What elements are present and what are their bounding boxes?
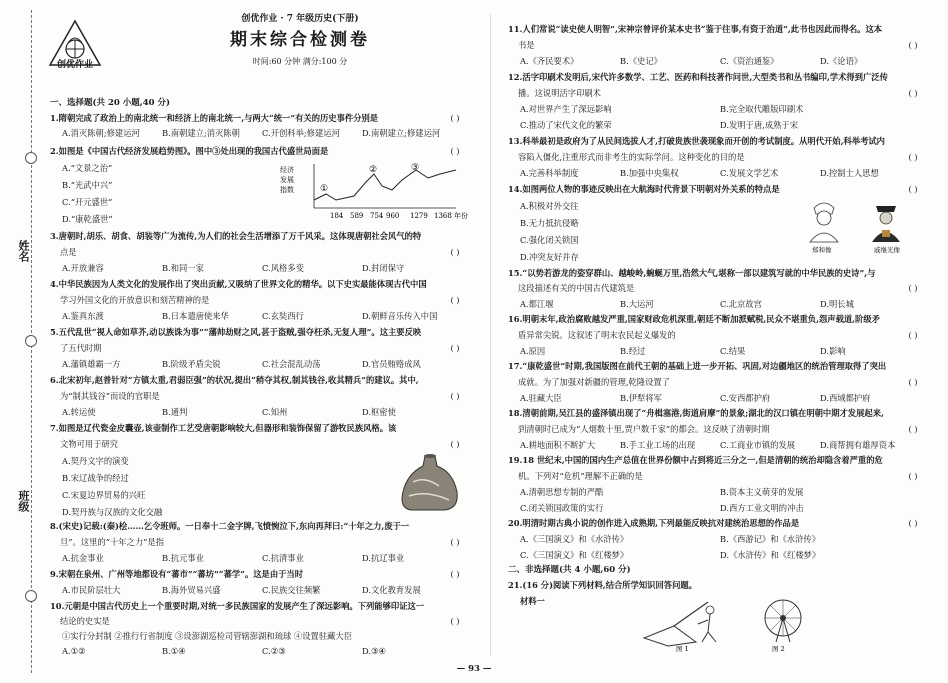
q8-stem-cont: 旦”。这里的“十年之力”是指 [60, 537, 164, 547]
option[interactable]: B.加强中央集权 [620, 168, 679, 178]
answer-paren: ( ) [450, 343, 460, 353]
q11-stem: 11.人们常说“读史使人明智”,宋神宗曾评价某本史书“鉴于往事,有资于治道”,此书也因此而得名。这本 [508, 24, 883, 34]
binding-hole [25, 590, 37, 602]
option[interactable]: D.“康乾盛世” [62, 214, 113, 224]
option[interactable]: B.通判 [162, 407, 188, 417]
column-divider [490, 14, 491, 656]
option[interactable]: D.文化教育发展 [362, 585, 421, 595]
option[interactable]: A.《齐民要术》 [520, 56, 579, 66]
option[interactable]: A.积极对外交往 [520, 201, 579, 211]
answer-paren: ( ) [908, 471, 918, 481]
exam-meta: 时间:60 分钟 满分:100 分 [252, 56, 348, 66]
q15-options [520, 299, 920, 309]
q11-stem-cont: 书是 [518, 40, 535, 50]
q16-stem: 16.明朝末年,政治腐败越发严重,国家财政危机深重,朝廷不断加派赋税,民众不堪重负,怨声载道,阶级矛 [508, 314, 880, 324]
option[interactable]: A.对世界产生了深远影响 [520, 104, 612, 114]
portraits-image [800, 196, 912, 256]
option[interactable]: B.完全取代雕版印刷术 [720, 104, 804, 114]
chart-x-unit: 年份 [454, 212, 468, 220]
option[interactable]: C.工商业市镇的发展 [720, 440, 796, 450]
q17-stem-cont: 成就。为了加强对新疆的管理,乾隆设置了 [518, 377, 670, 387]
answer-paren: ( ) [450, 616, 460, 626]
chart-x-tick: 754 [370, 212, 384, 220]
q8-stem: 8.(宋史)记载:(秦)桧……乞令班师。一日奉十二金字牌,飞愤惋泣下,东向再拜曰:“十年之力,废于一 [50, 521, 410, 531]
q10-stem: 10.元朝是中国古代历史上一个重要时期,对统一多民族国家的发展产生了深远影响。下列能够印证这一 [50, 601, 425, 611]
q2-stem: 2.如图是《中国古代经济发展趋势图》。图中③处出现的我国古代盛世局面是 [50, 146, 329, 156]
q5-stem-cont: 了五代时期 [60, 343, 102, 353]
option[interactable]: D.南朝建立;修建运河 [362, 128, 441, 138]
answer-paren: ( ) [908, 184, 918, 194]
option[interactable]: C.风格多变 [262, 263, 304, 273]
option[interactable]: A.市民阶层壮大 [62, 585, 121, 595]
option[interactable]: B.《西游记》和《水浒传》 [720, 534, 821, 544]
q18-stem-cont: 到清朝时已成为“人烟数十里,贾户数千家”的都会。这反映了清朝时期 [518, 424, 770, 434]
option[interactable]: B.抗元事业 [162, 553, 204, 563]
q3-stem-cont: 点是 [60, 247, 77, 257]
chart-ylabel-1: 经济 [280, 166, 294, 174]
chart-x-tick: 960 [386, 212, 400, 220]
q21-stem: 21.(16 分)阅读下列材料,结合所学知识回答问题。 [508, 580, 697, 590]
option[interactable]: A.《三国演义》和《水浒传》 [520, 534, 629, 544]
q16-stem-cont: 盾异常尖锐。这叙述了明末农民起义爆发的 [518, 330, 676, 340]
q17-stem: 17.“康乾盛世”时期,我国版图在前代王朝的基础上进一步开拓、巩固,对边疆地区的统治管理取得了突出 [508, 361, 887, 371]
option[interactable]: B.大运河 [620, 299, 654, 309]
answer-paren: ( ) [450, 391, 460, 401]
qi-jiguang-portrait [872, 206, 900, 242]
option[interactable]: B.手工业工场的出现 [620, 440, 696, 450]
q9-stem: 9.宋朝在泉州、广州等地都设有“蕃市”“蕃坊”“蕃学”。这是由于当时 [50, 569, 304, 579]
q19-stem: 19.18 世纪末,中国的国内生产总值在世界份额中占到将近三分之一,但是清朝的统治却隐含着严重的危 [508, 455, 883, 465]
option[interactable]: B.和同一家 [162, 263, 204, 273]
q6-stem-cont: 为“制其钱谷”而设的官职是 [60, 391, 160, 401]
option[interactable]: C.安西都护府 [720, 393, 771, 403]
option[interactable]: C.民族交往频繁 [262, 585, 321, 595]
page-number: — 93 — [456, 664, 492, 674]
chart-x-tick: 1368 [434, 212, 452, 220]
option[interactable]: D.③④ [362, 646, 386, 656]
option[interactable]: A.消灭陈朝;修建运河 [62, 128, 140, 138]
q11-options [520, 56, 920, 66]
answer-paren: ( ) [450, 439, 460, 449]
figure-2-caption: 图 2 [772, 645, 785, 652]
option[interactable]: C.知州 [262, 407, 288, 417]
exam-header [140, 12, 460, 67]
binding-margin [0, 0, 40, 683]
option[interactable]: A.开放兼容 [62, 263, 104, 273]
q3-options [62, 263, 462, 273]
material-figure-2 [748, 596, 818, 652]
option[interactable]: B.阶级矛盾尖锐 [162, 359, 221, 369]
q5-stem: 5.五代乱世“视人命如草芥,动以族诛为事”“藩帅劫财之风,甚于盗贼,强夺枉杀,无复人理”。这主要反映 [50, 327, 422, 337]
option[interactable]: C.抗清事业 [262, 553, 304, 563]
q1-options [62, 128, 462, 138]
option[interactable]: B.《史记》 [620, 56, 662, 66]
option[interactable]: C.“开元盛世” [62, 197, 113, 207]
exam-title: 期末综合检测卷 [230, 30, 370, 51]
option[interactable]: A.清朝思想专制的严酷 [520, 487, 604, 497]
option[interactable]: A.藩镇雄霸一方 [62, 359, 121, 369]
zheng-he-caption: 郑和像 [812, 246, 832, 254]
q13-options [520, 168, 920, 178]
option[interactable]: A.原因 [520, 346, 546, 356]
q10-options [62, 646, 462, 656]
answer-paren: ( ) [908, 88, 918, 98]
option[interactable]: D.朝鲜音乐传入中国 [362, 311, 438, 321]
answer-paren: ( ) [450, 113, 460, 123]
option[interactable]: A.抗金事业 [62, 553, 104, 563]
answer-paren: ( ) [450, 247, 460, 257]
class-label: 班级 [17, 490, 30, 512]
qi-jiguang-caption: 戚继光像 [874, 246, 900, 254]
q6-options [62, 407, 462, 417]
option[interactable]: C.社会混乱动荡 [262, 359, 321, 369]
chart-ylabel-2: 发展 [280, 176, 294, 184]
answer-paren: ( ) [908, 377, 918, 387]
q4-stem: 4.中华民族因为人类文化的发展作出了突出贡献,又吸纳了世界文化的精华。以下史实最能体现古代中国 [50, 279, 427, 289]
binding-hole [25, 152, 37, 164]
liao-pouch-flask-image [395, 452, 465, 514]
answer-paren: ( ) [450, 537, 460, 547]
answer-paren: ( ) [908, 283, 918, 293]
answer-paren: ( ) [450, 295, 460, 305]
series-title: 创优作业 · 7 年级历史(下册) [241, 14, 359, 24]
chart-x-tick: 1279 [410, 212, 428, 220]
q4-options [62, 311, 462, 321]
q15-stem: 15.“以势若游龙的姿穿群山、越峻岭,蜿蜒万里,浩然大气,堪称一部以建筑写就的中华民族的史诗”,与 [508, 268, 876, 278]
option[interactable]: B.“光武中兴” [62, 180, 113, 190]
option[interactable]: C.玄奘西行 [262, 311, 304, 321]
option[interactable]: D.西方工业文明的冲击 [720, 503, 804, 513]
q5-options [62, 359, 462, 369]
option[interactable]: C.结果 [720, 346, 746, 356]
option[interactable]: C.《资治通鉴》 [720, 56, 779, 66]
chart-x-tick: 184 [330, 212, 344, 220]
option[interactable]: B.日本遣唐使来华 [162, 311, 229, 321]
option[interactable]: D.控制士人思想 [820, 168, 879, 178]
option[interactable]: A.“文景之治” [62, 163, 113, 173]
option[interactable]: D.契丹族与汉族的文化交融 [62, 507, 163, 517]
option[interactable]: D.发明于唐,成熟于宋 [720, 120, 799, 130]
chart-x-tick: 589 [350, 212, 364, 220]
chart-ylabel-3: 指数 [280, 186, 294, 194]
zheng-he-portrait [810, 203, 838, 242]
chart-marker-3: ③ [411, 163, 420, 173]
name-label: 姓名 [17, 240, 30, 262]
option[interactable]: A.转运使 [62, 407, 96, 417]
option[interactable]: A.都江堰 [520, 299, 554, 309]
q7-stem-cont: 文物可用于研究 [60, 439, 119, 449]
logo-text: 创优作业 [56, 60, 93, 70]
option[interactable]: C.宋夏边界贸易的兴旺 [62, 490, 146, 500]
option[interactable]: A.驻藏大臣 [520, 393, 562, 403]
option[interactable]: B.伊犁将军 [620, 393, 662, 403]
q1-stem: 1.隋朝完成了政治上的南北统一和经济上的南北统一,与两大“统一”有关的历史事件分别是 [50, 113, 379, 123]
option[interactable]: C.发展文学艺术 [720, 168, 779, 178]
option[interactable]: B.宋辽战争的经过 [62, 473, 129, 483]
option[interactable]: B.资本主义萌芽的发展 [720, 487, 804, 497]
q19-stem-cont: 机。下列对“危机”理解不正确的是 [518, 471, 643, 481]
q14-stem: 14.如图两位人物的事迹反映出在大航海时代背景下明朝对外关系的特点是 [508, 184, 780, 194]
option[interactable]: D.西域都护府 [820, 393, 871, 403]
q7-stem: 7.如图是辽代瓷金皮囊壶,该壶制作工艺受唐朝影响较大,但器形和装饰保留了游牧民族风格。该 [50, 423, 397, 433]
option[interactable]: D.抗辽事业 [362, 553, 405, 563]
option[interactable]: A.契丹文字的演变 [62, 456, 129, 466]
q12-stem: 12.活字印刷术发明后,宋代许多数学、工艺、医药和科技著作问世,大型类书和丛书编印,学术得到广泛传 [508, 72, 888, 82]
option[interactable]: B.①④ [162, 646, 186, 656]
answer-paren: ( ) [908, 152, 918, 162]
q9-options [62, 585, 462, 595]
material-figure-1 [638, 596, 728, 652]
option[interactable]: C.推动了宋代文化的繁荣 [520, 120, 612, 130]
q20-stem: 20.明清时期古典小说的创作进入成熟期,下列最能反映抗对建统治思想的作品是 [508, 518, 800, 528]
option[interactable]: D.影响 [820, 346, 846, 356]
option[interactable]: D.冲突友好并存 [520, 252, 579, 262]
section1-heading: 一、选择题(共 20 小题,40 分) [50, 98, 171, 108]
answer-paren: ( ) [908, 40, 918, 50]
option[interactable]: D.封闭保守 [362, 263, 405, 273]
q21-material-label: 材料一 [520, 596, 545, 606]
economic-trend-chart [278, 160, 468, 222]
answer-paren: ( ) [908, 518, 918, 528]
q3-stem: 3.唐朝时,胡乐、胡食、胡装等广为流传,为人们的社会生活增添了万千风采。这体现唐朝社会风气的特 [50, 231, 422, 241]
q13-stem: 13.科举最初是政府为了从民间选拔人才,打破贵族世袭现象而开创的考试制度。从明代开始,科举考试内 [508, 136, 885, 146]
option[interactable]: A.耕地面积不断扩大 [520, 440, 596, 450]
q10-items: ①实行分封制 ②推行行省制度 ③设澎湖巡检司管辖澎湖和琉球 ④设置驻藏大臣 [62, 631, 353, 641]
q6-stem: 6.北宋初年,赵普针对“方镇太重,君弱臣强”的状况,提出“稍夺其权,制其钱谷,收其精兵”的建议。其中, [50, 375, 419, 385]
q18-stem: 18.清朝前期,吴江县的盛泽镇出现了“舟楫塞港,街道肩摩”的景象;湖北的汉口镇在明朝中期才发展起来, [508, 408, 884, 418]
option[interactable]: D.枢密使 [362, 407, 396, 417]
option[interactable]: C.闭关锁国政策的实行 [520, 503, 604, 513]
answer-paren: ( ) [450, 569, 460, 579]
option[interactable]: C.开创科举;修建运河 [262, 128, 340, 138]
option[interactable]: B.海外贸易兴盛 [162, 585, 221, 595]
q8-options [62, 553, 462, 563]
option[interactable]: D.商帮拥有雄厚资本 [820, 440, 896, 450]
answer-paren: ( ) [908, 330, 918, 340]
answer-paren: ( ) [450, 146, 460, 156]
q16-options [520, 346, 920, 356]
option[interactable]: C.强化闭关锁国 [520, 235, 579, 245]
option[interactable]: A.完善科举制度 [520, 168, 579, 178]
q18-options [520, 440, 920, 450]
section2-heading: 二、非选择题(共 4 小题,60 分) [508, 565, 631, 575]
option[interactable]: C.②③ [262, 646, 286, 656]
answer-paren: ( ) [908, 424, 918, 434]
option[interactable]: D.《论语》 [820, 56, 863, 66]
q13-stem-cont: 容陷入僵化,注重形式而非考生的实际学问。这种变化的目的是 [518, 152, 745, 162]
q12-stem-cont: 播。这说明活字印刷术 [518, 88, 601, 98]
binding-hole [25, 335, 37, 347]
option[interactable]: A.鉴真东渡 [62, 311, 104, 321]
figure-1-caption: 图 1 [676, 645, 689, 652]
option[interactable]: C.北京故宫 [720, 299, 762, 309]
option[interactable]: B.南朝建立;消灭陈朝 [162, 128, 240, 138]
q15-stem-cont: 这段描述有关的中国古代建筑是 [518, 283, 635, 293]
chart-marker-2: ② [369, 165, 378, 175]
option[interactable]: C.《三国演义》和《红楼梦》 [520, 550, 629, 560]
q4-stem-cont: 学习外国文化的开放意识和刻苦精神的是 [60, 295, 210, 305]
option[interactable]: D.官员贿赂成风 [362, 359, 421, 369]
option[interactable]: B.经过 [620, 346, 646, 356]
option[interactable]: B.无力抵抗侵略 [520, 218, 579, 228]
q10-stem-cont: 结论的史实是 [60, 616, 110, 626]
q17-options [520, 393, 920, 403]
option[interactable]: A.①② [62, 646, 86, 656]
option[interactable]: D.明长城 [820, 299, 854, 309]
option[interactable]: D.《水浒传》和《红楼梦》 [720, 550, 821, 560]
chart-marker-1: ① [320, 184, 329, 194]
